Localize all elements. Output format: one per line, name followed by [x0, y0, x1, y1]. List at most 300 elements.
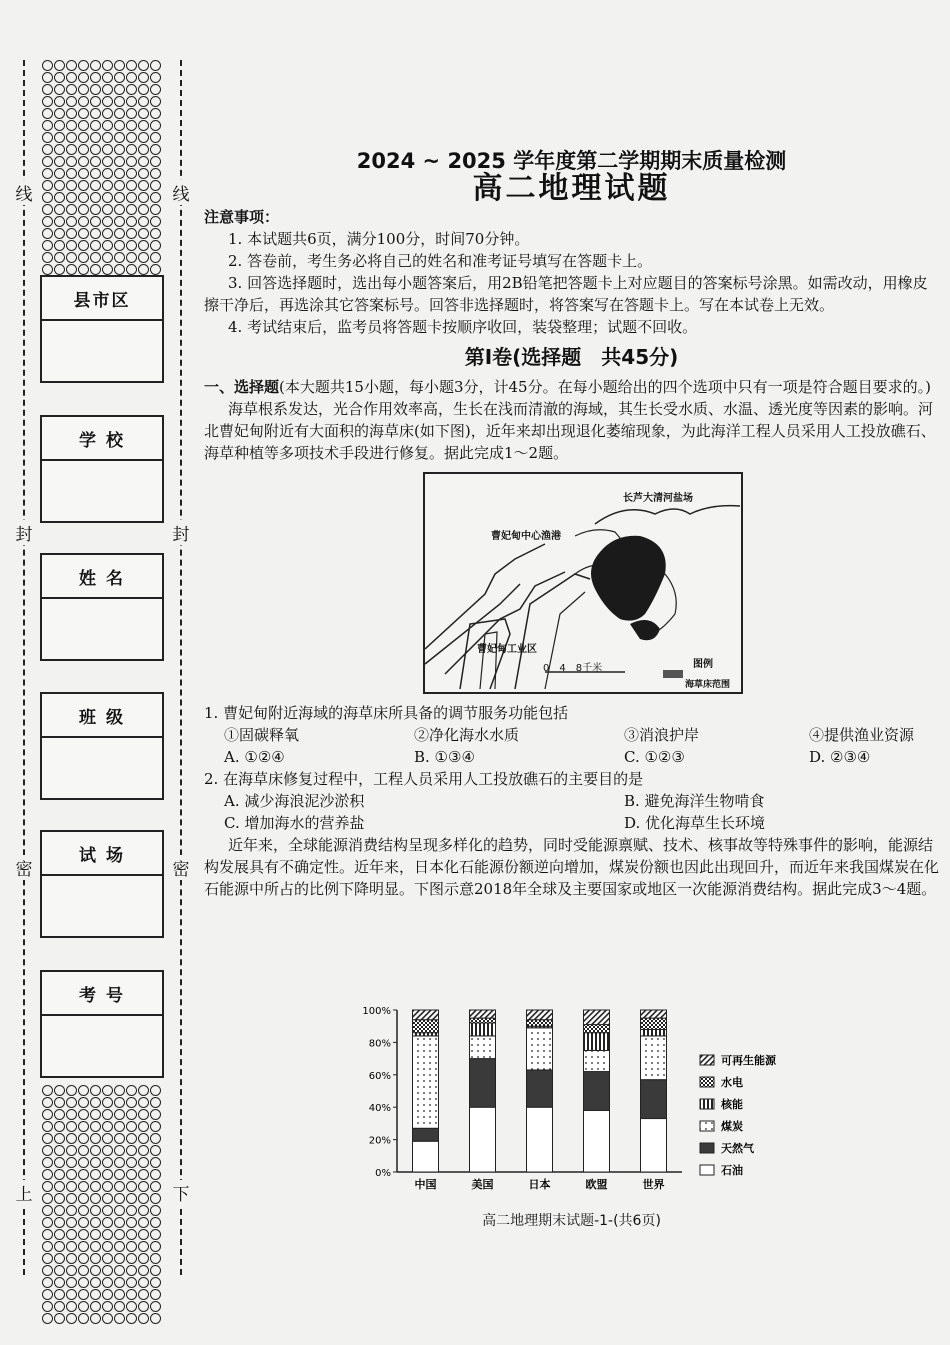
- bubble: [126, 132, 137, 143]
- bubble: [90, 1277, 101, 1288]
- bubble: [102, 108, 113, 119]
- bubble: [150, 1289, 161, 1300]
- bubble: [42, 1241, 53, 1252]
- bubble: [138, 180, 149, 191]
- bubble: [114, 1313, 125, 1324]
- bubble: [138, 96, 149, 107]
- bubble: [138, 1313, 149, 1324]
- section-heading: 一、选择题: [204, 378, 280, 396]
- bubble: [42, 180, 53, 191]
- bubble: [138, 60, 149, 71]
- bubble: [78, 144, 89, 155]
- bubble: [42, 264, 53, 275]
- bar-segment: [527, 1020, 553, 1026]
- bubble-grid-bottom: [42, 1085, 166, 1324]
- bubble: [42, 1265, 53, 1276]
- bubble: [54, 1229, 65, 1240]
- q2-choice: A. 减少海浪泥沙淤积: [224, 792, 365, 810]
- bubble: [114, 1289, 125, 1300]
- bubble: [78, 60, 89, 71]
- bubble: [150, 1085, 161, 1096]
- bar-segment: [641, 1029, 667, 1035]
- bubble: [66, 1241, 77, 1252]
- bubble: [126, 1145, 137, 1156]
- bar-segment: [413, 1141, 439, 1172]
- binding-char: 封: [170, 520, 192, 545]
- bubble: [150, 1097, 161, 1108]
- bubble: [102, 84, 113, 95]
- bubble: [150, 204, 161, 215]
- bubble: [150, 1277, 161, 1288]
- bubble: [102, 264, 113, 275]
- bubble: [66, 1193, 77, 1204]
- bubble: [42, 72, 53, 83]
- bubble: [66, 108, 77, 119]
- bubble: [42, 60, 53, 71]
- bubble: [42, 1289, 53, 1300]
- bubble: [102, 1121, 113, 1132]
- bar-segment: [413, 1128, 439, 1141]
- bubble: [66, 132, 77, 143]
- binding-char: 下: [170, 1180, 192, 1205]
- bubble: [42, 192, 53, 203]
- bubble: [114, 1265, 125, 1276]
- bubble: [126, 180, 137, 191]
- section-heading-rest: (本大题共15小题，每小题3分，计45分。在每小题给出的四个选项中只有一项是符合题目要求的。): [279, 378, 931, 396]
- bubble: [102, 1085, 113, 1096]
- bubble: [150, 252, 161, 263]
- y-tick-label: 20%: [368, 1135, 391, 1147]
- bubble: [90, 1169, 101, 1180]
- bubble: [90, 1085, 101, 1096]
- bubble: [150, 1121, 161, 1132]
- bubble: [102, 1313, 113, 1324]
- bar-segment: [584, 1072, 610, 1111]
- bubble: [150, 264, 161, 275]
- binding-char: 封: [13, 520, 35, 545]
- bar-segment: [470, 1107, 496, 1172]
- bubble: [90, 240, 101, 251]
- bubble: [42, 1109, 53, 1120]
- bubble: [102, 1157, 113, 1168]
- bubble: [54, 1193, 65, 1204]
- bubble: [114, 1097, 125, 1108]
- legend-swatch: [700, 1055, 714, 1065]
- bubble: [42, 1181, 53, 1192]
- bubble: [90, 1289, 101, 1300]
- q1-choice: C. ①②③: [624, 748, 685, 766]
- bubble: [150, 228, 161, 239]
- bubble: [54, 72, 65, 83]
- bubble: [66, 144, 77, 155]
- bubble: [114, 60, 125, 71]
- bubble: [102, 1229, 113, 1240]
- bubble: [66, 168, 77, 179]
- bubble: [126, 84, 137, 95]
- bubble: [126, 204, 137, 215]
- energy-consumption-chart: [355, 1000, 805, 1200]
- bubble: [54, 1169, 65, 1180]
- bubble: [114, 216, 125, 227]
- bubble: [102, 96, 113, 107]
- bubble: [54, 108, 65, 119]
- bubble: [102, 1145, 113, 1156]
- bubble: [78, 156, 89, 167]
- bubble: [90, 1205, 101, 1216]
- bubble: [54, 1181, 65, 1192]
- map-label-salt-field: 长芦大清河盐场: [623, 493, 693, 504]
- bubble: [54, 1313, 65, 1324]
- y-tick-label: 60%: [368, 1070, 391, 1082]
- bubble: [138, 1205, 149, 1216]
- bubble: [54, 180, 65, 191]
- bubble: [54, 132, 65, 143]
- bubble: [42, 132, 53, 143]
- bubble: [90, 204, 101, 215]
- field-school-box: [40, 415, 164, 523]
- bubble: [138, 1301, 149, 1312]
- bubble: [78, 1169, 89, 1180]
- bubble: [90, 96, 101, 107]
- bubble: [150, 60, 161, 71]
- bubble: [126, 240, 137, 251]
- bubble: [150, 1169, 161, 1180]
- legend-swatch: [700, 1077, 714, 1087]
- bubble: [150, 144, 161, 155]
- bubble: [114, 1121, 125, 1132]
- bubble: [102, 144, 113, 155]
- bubble: [42, 1301, 53, 1312]
- bubble: [126, 1157, 137, 1168]
- bubble: [150, 1241, 161, 1252]
- bubble: [78, 1313, 89, 1324]
- bubble: [138, 1289, 149, 1300]
- map-legend-title: 图例: [693, 659, 713, 670]
- bar-segment: [641, 1036, 667, 1080]
- bubble: [150, 1313, 161, 1324]
- bubble: [126, 1277, 137, 1288]
- field-label: 考 号: [42, 972, 162, 1016]
- bar-segment: [470, 1023, 496, 1036]
- q1-item: ③消浪护岸: [624, 726, 700, 744]
- bubble: [126, 120, 137, 131]
- bubble: [138, 228, 149, 239]
- bubble: [102, 1277, 113, 1288]
- bubble: [42, 1169, 53, 1180]
- bubble: [42, 204, 53, 215]
- bar-segment: [584, 1033, 610, 1051]
- bubble: [150, 1181, 161, 1192]
- bubble: [90, 252, 101, 263]
- notice-item: 4. 考试结束后，监考员将答题卡按顺序收回，装袋整理；试题不回收。: [228, 318, 698, 336]
- bubble: [66, 264, 77, 275]
- bubble: [42, 1253, 53, 1264]
- bubble: [150, 1145, 161, 1156]
- bubble: [66, 204, 77, 215]
- bubble: [150, 216, 161, 227]
- bubble: [90, 1097, 101, 1108]
- bubble: [138, 1193, 149, 1204]
- notice-item: 3. 回答选择题时，选出每小题答案后，用2B铅笔把答题卡上对应题目的答案标号涂黑。如需改动，用橡皮擦干净后，再选涂其它答案标号。回答非选择题时，将答案写在答题卡上。写在本试卷上无效。: [204, 274, 928, 314]
- bubble: [150, 1301, 161, 1312]
- bubble: [54, 1253, 65, 1264]
- bubble: [54, 228, 65, 239]
- x-tick-label: 欧盟: [585, 1178, 608, 1191]
- bubble: [102, 204, 113, 215]
- q2-choice: D. 优化海草生长环境: [624, 814, 766, 832]
- bubble: [114, 84, 125, 95]
- y-tick-label: 80%: [368, 1038, 391, 1050]
- bubble: [78, 192, 89, 203]
- bubble: [54, 144, 65, 155]
- bubble: [66, 1301, 77, 1312]
- bubble: [42, 228, 53, 239]
- bubble: [78, 96, 89, 107]
- notice-label: 注意事项：: [204, 208, 280, 226]
- bubble: [138, 1229, 149, 1240]
- bubble: [66, 1217, 77, 1228]
- field-room-box: [40, 830, 164, 938]
- bubble: [102, 1097, 113, 1108]
- bubble: [150, 108, 161, 119]
- bubble: [90, 168, 101, 179]
- bubble: [138, 72, 149, 83]
- bubble: [138, 1217, 149, 1228]
- section-title: 第Ⅰ卷(选择题 共45分): [464, 345, 679, 369]
- bubble: [102, 252, 113, 263]
- bubble: [54, 240, 65, 251]
- bubble: [90, 180, 101, 191]
- bubble: [114, 1241, 125, 1252]
- bubble: [90, 132, 101, 143]
- bubble: [138, 1097, 149, 1108]
- bubble: [78, 1157, 89, 1168]
- field-label: 试 场: [42, 832, 162, 876]
- bubble: [90, 1133, 101, 1144]
- bubble: [42, 1277, 53, 1288]
- bubble: [90, 1229, 101, 1240]
- bubble: [102, 132, 113, 143]
- bubble: [102, 120, 113, 131]
- bubble: [66, 1157, 77, 1168]
- bubble: [126, 96, 137, 107]
- bubble: [126, 216, 137, 227]
- bubble: [66, 1181, 77, 1192]
- q1-item: ②净化海水水质: [414, 726, 520, 744]
- bubble: [114, 1277, 125, 1288]
- bubble: [66, 156, 77, 167]
- field-name-box: [40, 553, 164, 661]
- bubble: [138, 108, 149, 119]
- bubble: [78, 1121, 89, 1132]
- bubble: [42, 1229, 53, 1240]
- bubble: [114, 264, 125, 275]
- x-tick-label: 中国: [414, 1178, 437, 1191]
- bubble: [42, 1133, 53, 1144]
- bubble: [90, 60, 101, 71]
- question-2-stem: 2. 在海草床修复过程中，工程人员采用人工投放礁石的主要目的是: [204, 770, 644, 788]
- bubble: [126, 1229, 137, 1240]
- bubble: [102, 228, 113, 239]
- bubble: [42, 252, 53, 263]
- bar-segment: [527, 1107, 553, 1172]
- bubble: [54, 1109, 65, 1120]
- q1-item: ④提供渔业资源: [809, 726, 915, 744]
- bar-segment: [584, 1025, 610, 1033]
- bubble: [78, 1253, 89, 1264]
- bubble: [54, 1289, 65, 1300]
- bubble: [78, 1289, 89, 1300]
- q1-choice: D. ②③④: [809, 748, 871, 766]
- bubble: [126, 1205, 137, 1216]
- bubble: [54, 1205, 65, 1216]
- q1-choice: A. ①②④: [224, 748, 285, 766]
- bar-segment: [641, 1018, 667, 1029]
- bubble: [126, 228, 137, 239]
- y-tick-label: 40%: [368, 1103, 391, 1115]
- caofeidian-map: [423, 472, 743, 694]
- bubble: [66, 84, 77, 95]
- bubble: [78, 1217, 89, 1228]
- bubble: [138, 252, 149, 263]
- bubble: [102, 1181, 113, 1192]
- bubble: [126, 1181, 137, 1192]
- bubble: [66, 216, 77, 227]
- bubble: [138, 1181, 149, 1192]
- bar-segment: [470, 1036, 496, 1059]
- bubble: [78, 240, 89, 251]
- bubble: [150, 1253, 161, 1264]
- bubble: [114, 108, 125, 119]
- bubble: [150, 1157, 161, 1168]
- bubble: [54, 1217, 65, 1228]
- bubble: [126, 1253, 137, 1264]
- bubble: [102, 72, 113, 83]
- binding-char: 密: [13, 855, 35, 880]
- map-scale-label: 0 4 8千米: [543, 663, 603, 674]
- bar-segment: [413, 1010, 439, 1020]
- bubble: [126, 1133, 137, 1144]
- bubble: [138, 156, 149, 167]
- bubble: [114, 180, 125, 191]
- bubble: [66, 1265, 77, 1276]
- bubble: [102, 240, 113, 251]
- bubble: [114, 252, 125, 263]
- field-label: 姓 名: [42, 555, 162, 599]
- x-tick-label: 美国: [471, 1178, 494, 1191]
- bubble: [138, 1265, 149, 1276]
- bubble: [66, 1085, 77, 1096]
- bubble: [150, 156, 161, 167]
- question-1-stem: 1. 曹妃甸附近海域的海草床所具备的调节服务功能包括: [204, 704, 569, 722]
- bubble: [114, 156, 125, 167]
- field-label: 县市区: [42, 277, 162, 321]
- bubble: [42, 96, 53, 107]
- x-tick-label: 世界: [642, 1178, 665, 1191]
- bubble: [138, 132, 149, 143]
- bubble: [150, 132, 161, 143]
- bubble: [102, 168, 113, 179]
- bubble: [114, 1205, 125, 1216]
- bubble: [114, 192, 125, 203]
- bubble: [90, 1313, 101, 1324]
- bubble: [90, 1109, 101, 1120]
- bubble: [102, 1301, 113, 1312]
- bubble: [150, 72, 161, 83]
- binding-char: 线: [170, 180, 192, 205]
- bubble: [78, 1277, 89, 1288]
- bubble: [90, 1253, 101, 1264]
- bubble: [126, 1301, 137, 1312]
- bubble: [102, 156, 113, 167]
- bubble: [78, 120, 89, 131]
- bubble: [126, 1241, 137, 1252]
- bubble: [54, 252, 65, 263]
- bubble: [150, 1205, 161, 1216]
- bubble: [66, 1277, 77, 1288]
- bubble: [78, 1265, 89, 1276]
- bubble: [66, 1313, 77, 1324]
- q1-choice: B. ①③④: [414, 748, 475, 766]
- legend-swatch: [700, 1143, 714, 1153]
- bubble: [138, 1133, 149, 1144]
- bubble: [102, 1217, 113, 1228]
- bubble: [54, 156, 65, 167]
- bubble: [66, 1229, 77, 1240]
- bubble: [78, 1133, 89, 1144]
- bubble: [90, 228, 101, 239]
- bubble: [42, 84, 53, 95]
- bar-segment: [527, 1028, 553, 1070]
- bubble: [66, 1253, 77, 1264]
- bubble: [114, 1085, 125, 1096]
- bubble: [102, 1265, 113, 1276]
- bubble: [90, 192, 101, 203]
- bar-segment: [527, 1010, 553, 1020]
- bubble: [150, 1193, 161, 1204]
- bubble: [114, 1169, 125, 1180]
- map-label-industrial-zone: 曹妃甸工业区: [477, 644, 537, 655]
- q2-choice: C. 增加海水的营养盐: [224, 814, 365, 832]
- binding-line-right: [180, 60, 182, 1275]
- bubble: [78, 1109, 89, 1120]
- bubble: [54, 96, 65, 107]
- q1-item: ①固碳释氧: [224, 726, 300, 744]
- bubble: [54, 120, 65, 131]
- bubble: [42, 1085, 53, 1096]
- bubble: [138, 1241, 149, 1252]
- bubble: [54, 1121, 65, 1132]
- bubble: [78, 108, 89, 119]
- bar-segment: [413, 1036, 439, 1128]
- bubble: [138, 144, 149, 155]
- bubble: [78, 1181, 89, 1192]
- bubble: [150, 1229, 161, 1240]
- bubble: [78, 84, 89, 95]
- question-2-choices: [204, 790, 939, 834]
- bubble: [114, 1217, 125, 1228]
- bubble: [78, 1301, 89, 1312]
- passage-energy: 近年来，全球能源消费结构呈现多样化的趋势，同时受能源禀赋、技术、核事故等特殊事件的影响，能源结构发展具有不确定性。近年来，日本化石能源份额逆向增加，煤炭份额也因此出现回升，而近年来我国煤炭在化石能源中所占的比例下降明显。下图示意2018年全球及主要国家或地区一次能源消费结构。据此完成3～4题。: [204, 836, 940, 898]
- bubble: [150, 180, 161, 191]
- bubble: [114, 1133, 125, 1144]
- bubble: [126, 168, 137, 179]
- bubble: [150, 84, 161, 95]
- bubble: [90, 1145, 101, 1156]
- bubble: [102, 1133, 113, 1144]
- bubble: [54, 1277, 65, 1288]
- exam-content: [204, 150, 939, 900]
